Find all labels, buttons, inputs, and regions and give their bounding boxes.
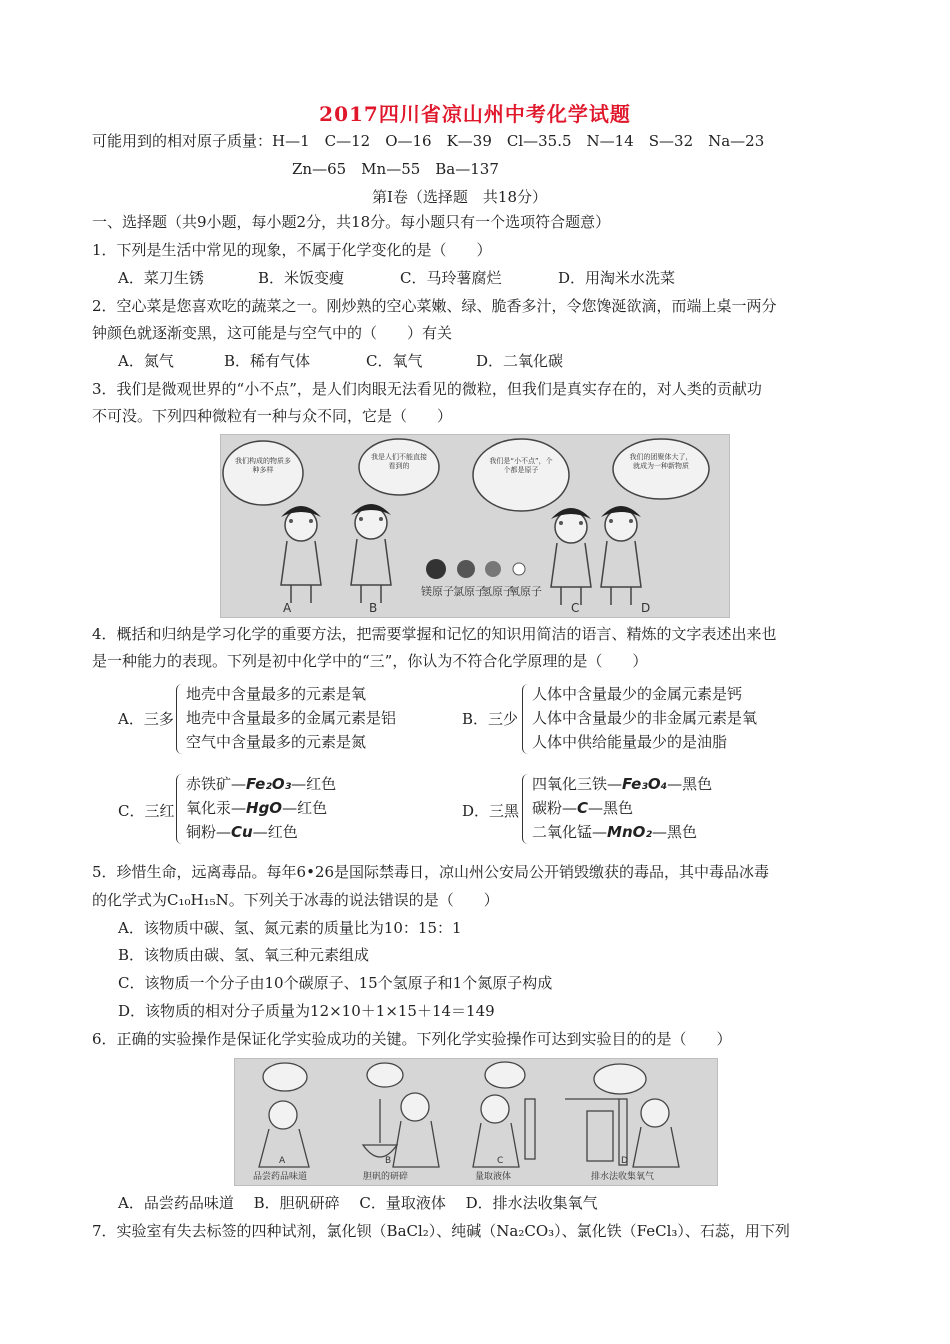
- q4-d-item-1: 四氧化三铁—Fe₃O₄—黑色: [532, 775, 713, 793]
- q1-option-a: A．菜刀生锈: [118, 269, 204, 287]
- q4-stem-line2: 是一种能力的表现。下列是初中化学中的“三”，你认为不符合化学原理的是（ ）: [92, 652, 648, 670]
- q4-a-item-1: 地壳中含量最多的元素是氧: [186, 685, 367, 703]
- q6-stem: 6．正确的实验操作是保证化学实验成功的关键。下列化学实验操作可达到实验目的的是（ ）: [92, 1030, 732, 1048]
- q2-stem-line2: 钟颜色就逐渐变黑，这可能是与空气中的（ ）有关: [92, 324, 453, 342]
- q4-option-c-brace: [176, 774, 185, 844]
- figure-label-c: C: [571, 601, 580, 615]
- q4-option-c-items: [186, 772, 336, 844]
- q4-option-a-items: [186, 682, 396, 754]
- q6-caption-d: 排水法收集氧气: [591, 1172, 655, 1182]
- q1-option-d: D．用淘米水洗菜: [558, 269, 676, 287]
- figure-label-b: B: [369, 601, 378, 615]
- q4-c-item-3: 铜粉—Cu—红色: [186, 823, 298, 841]
- page-title: 2017四川省凉山州中考化学试题: [319, 102, 631, 126]
- part-header: 第Ⅰ卷（选择题 共18分）: [372, 188, 548, 206]
- particle-label-3: 氢原子: [481, 585, 514, 598]
- q4-option-d-label: D．三黑: [462, 802, 520, 820]
- q3-stem-line2: 不可没。下列四种微粒有一种与众不同，它是（ ）: [92, 407, 453, 425]
- q6-label-b: B: [385, 1156, 392, 1166]
- figure-label-a: A: [283, 601, 292, 615]
- q1-stem: 1．下列是生活中常见的现象，不属于化学变化的是（ ）: [92, 241, 492, 259]
- q4-b-item-2: 人体中含量最少的非金属元素是氧: [532, 709, 758, 727]
- q5-option-d: D．该物质的相对分子质量为12×10＋1×15＋14＝149: [118, 1002, 495, 1020]
- q2-option-b: B．稀有气体: [224, 352, 311, 370]
- q3-stem-line1: 3．我们是微观世界的“小不点”，是人们肉眼无法看见的微粒，但我们是真实存在的，对人类的贡献功: [92, 380, 762, 398]
- q4-d-item-2: 碳粉—C—黑色: [532, 799, 634, 817]
- q2-stem-line1: 2．空心菜是您喜欢吃的蔬菜之一。刚炒熟的空心菜嫩、绿、脆香多汁，令您馋涎欲滴，而端上桌一两分: [92, 297, 777, 315]
- section-header: 一、选择题（共9小题，每小题2分，共18分。每小题只有一个选项符合题意）: [92, 213, 611, 231]
- q4-c-item-2: 氧化汞—HgO—红色: [186, 799, 328, 817]
- q6-options: A．品尝药品味道 B．胆矾研碎 C．量取液体 D．排水法收集氧气: [118, 1194, 598, 1212]
- particle-label-1: 镁原子: [421, 585, 454, 598]
- q3-figure: [220, 434, 730, 618]
- q5-stem-line2: 的化学式为C₁₀H₁₅N。下列关于冰毒的说法错误的是（ ）: [92, 891, 499, 909]
- figure-label-d: D: [641, 601, 651, 615]
- q7-stem: 7．实验室有失去标签的四种试剂，氯化钡（BaCl₂）、纯碱（Na₂CO₃）、氯化铁（FeCl₃）、石蕊，用下列: [92, 1222, 790, 1240]
- q5-option-b: B．该物质由碳、氢、氧三种元素组成: [118, 946, 370, 964]
- q4-option-c-label: C．三红: [118, 802, 175, 820]
- q4-b-item-1: 人体中含量最少的金属元素是钙: [532, 685, 743, 703]
- q6-label-c: C: [497, 1156, 504, 1166]
- q6-caption-a: 品尝药品味道: [253, 1172, 308, 1182]
- q4-a-item-2: 地壳中含量最多的金属元素是铝: [186, 709, 397, 727]
- q6-caption-c: 量取液体: [475, 1172, 512, 1182]
- bubble-a-text: 我们构成的物质多种多样: [235, 457, 291, 474]
- particle-label-2: 氯原子: [453, 585, 486, 598]
- q6-caption-b: 胆矾的研碎: [363, 1172, 409, 1182]
- bubble-d-text: 我们的团聚体大了，就成为一种新物质: [629, 453, 693, 470]
- q4-d-item-3: 二氧化锰—MnO₂—黑色: [532, 823, 697, 841]
- particle-label-4: 氧原子: [509, 585, 542, 598]
- q1-option-c: C．马玲薯腐烂: [400, 269, 502, 287]
- q6-label-a: A: [279, 1156, 286, 1166]
- q5-stem-line1: 5．珍惜生命，远离毒品。每年6•26是国际禁毒日，凉山州公安局公开销毁缴获的毒品，其中毒品冰毒: [92, 863, 770, 881]
- q6-figure: [234, 1058, 718, 1186]
- atomic-masses-line1: 可能用到的相对原子质量：H—1 C—12 O—16 K—39 Cl—35.5 N—14 S—32 Na—23: [92, 132, 765, 150]
- q6-label-d: D: [621, 1156, 628, 1166]
- q4-stem-line1: 4．概括和归纳是学习化学的重要方法，把需要掌握和记忆的知识用简洁的语言、精炼的文字表述出来也: [92, 625, 777, 643]
- q2-option-d: D．二氧化碳: [476, 352, 564, 370]
- q5-option-c: C．该物质一个分子由10个碳原子、15个氢原子和1个氮原子构成: [118, 974, 553, 992]
- q4-option-b-label: B．三少: [462, 710, 519, 728]
- bubble-c-text: 我们是“小不点”，个个都是原子: [489, 457, 553, 474]
- bubble-c: [473, 439, 569, 511]
- q4-a-item-3: 空气中含量最多的元素是氮: [186, 733, 367, 751]
- q5-option-a: A．该物质中碳、氢、氮元素的质量比为10：15：1: [118, 919, 462, 937]
- q2-option-c: C．氧气: [366, 352, 423, 370]
- q1-option-b: B．米饭变瘦: [258, 269, 345, 287]
- atomic-masses-line2: Zn—65 Mn—55 Ba—137: [292, 160, 499, 178]
- q4-option-b-brace: [522, 684, 531, 754]
- q4-option-d-items: [532, 772, 712, 844]
- bubble-b-text: 我是人们不能直接看到的: [371, 453, 427, 470]
- q4-option-a-label: A．三多: [118, 710, 174, 728]
- q4-c-item-1: 赤铁矿—Fe₂O₃—红色: [186, 775, 337, 793]
- q4-option-b-items: [532, 682, 757, 754]
- q4-b-item-3: 人体中供给能量最少的是油脂: [532, 733, 728, 751]
- q4-option-d-brace: [522, 774, 531, 844]
- q4-option-a-brace: [176, 684, 185, 754]
- q2-option-a: A．氮气: [118, 352, 174, 370]
- q6-figure-drawing: [235, 1059, 717, 1185]
